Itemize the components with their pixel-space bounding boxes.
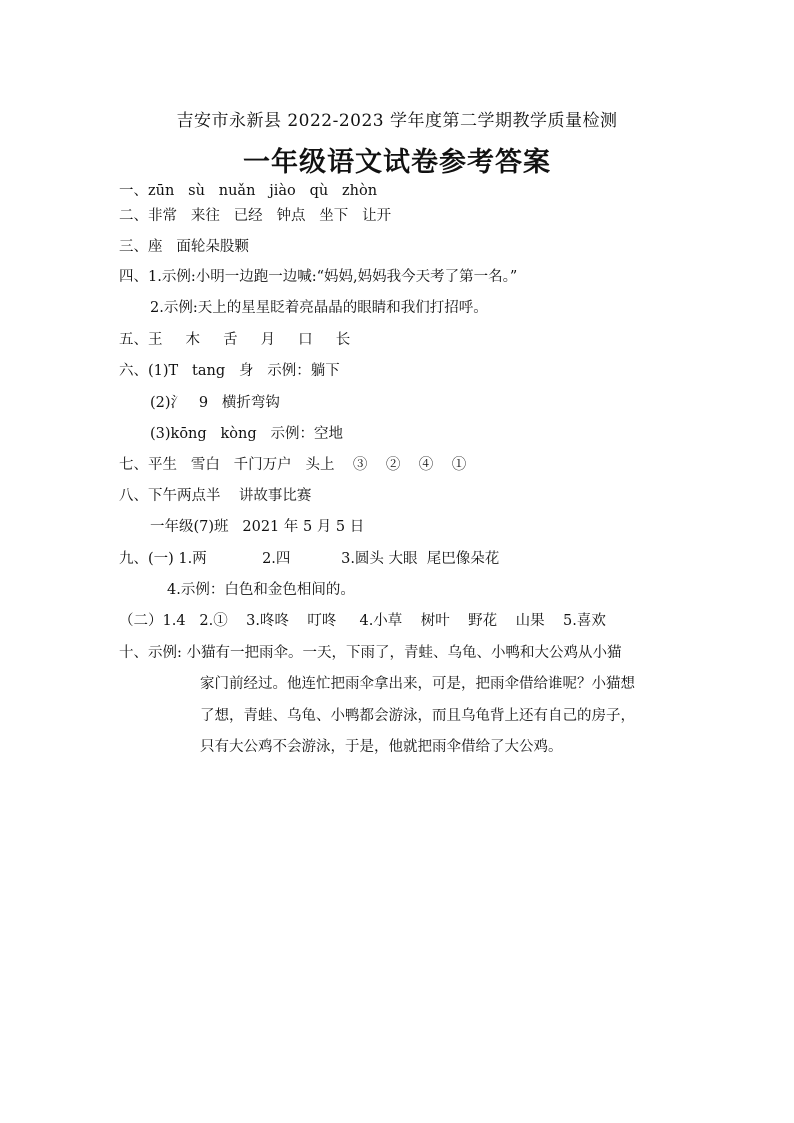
answer-q7: 七、平生 雪白 千门万户 头上 ③ ② ④ ① (119, 457, 467, 473)
answer-q4-2: 2.示例:天上的星星眨着亮晶晶的眼睛和我们打招呼。 (150, 300, 488, 316)
answer-q6-3: (3)kōng kòng 示例：空地 (150, 426, 343, 442)
exam-subtitle: 吉安市永新县 2022-2023 学年度第二学期教学质量检测 (176, 111, 618, 131)
answer-q5: 五、王 木 舌 月 口 长 (119, 332, 351, 348)
answer-q4-1: 四、1.示例:小明一边跑一边喊:“妈妈,妈妈我今天考了第一名。” (119, 269, 518, 285)
answer-q9-2: 4.示例：白色和金色相间的。 (167, 582, 355, 598)
answer-q10-1: 十、示例: 小猫有一把雨伞。一天，下雨了，青蛙、乌龟、小鸭和大公鸡从小猫 (119, 645, 622, 661)
page-title: 一年级语文试卷参考答案 (243, 147, 551, 178)
answer-q6-1: 六、(1)T tang 身 示例：躺下 (119, 363, 340, 379)
answer-q10-4: 只有大公鸡不会游泳，于是，他就把雨伞借给了大公鸡。 (200, 739, 563, 755)
answer-q3: 三、座 面轮朵股颗 (119, 239, 249, 255)
answer-q2: 二、非常 来往 已经 钟点 坐下 让开 (119, 208, 392, 224)
answer-q10-3: 了想，青蛙、乌龟、小鸭都会游泳，而且乌龟背上还有自己的房子， (200, 708, 635, 724)
answer-q1: 一、zūn sù nuǎn jiào qù zhòn (119, 183, 378, 199)
answer-q6-2: (2)⺡ 9 横折弯钩 (150, 395, 280, 411)
answer-q9-1: 九、(一) 1.两 2.四 3.圆头 大眼 尾巴像朵花 (119, 551, 500, 567)
answer-q9-3: （二）1.4 2.① 3.咚咚 叮咚 4.小草 树叶 野花 山果 5.喜欢 (119, 613, 606, 629)
answer-q10-2: 家门前经过。他连忙把雨伞拿出来，可是，把雨伞借给谁呢？小猫想 (200, 676, 635, 692)
answer-q8-2: 一年级(7)班 2021 年 5 月 5 日 (150, 519, 365, 535)
answer-q8-1: 八、下午两点半 讲故事比赛 (119, 488, 312, 504)
